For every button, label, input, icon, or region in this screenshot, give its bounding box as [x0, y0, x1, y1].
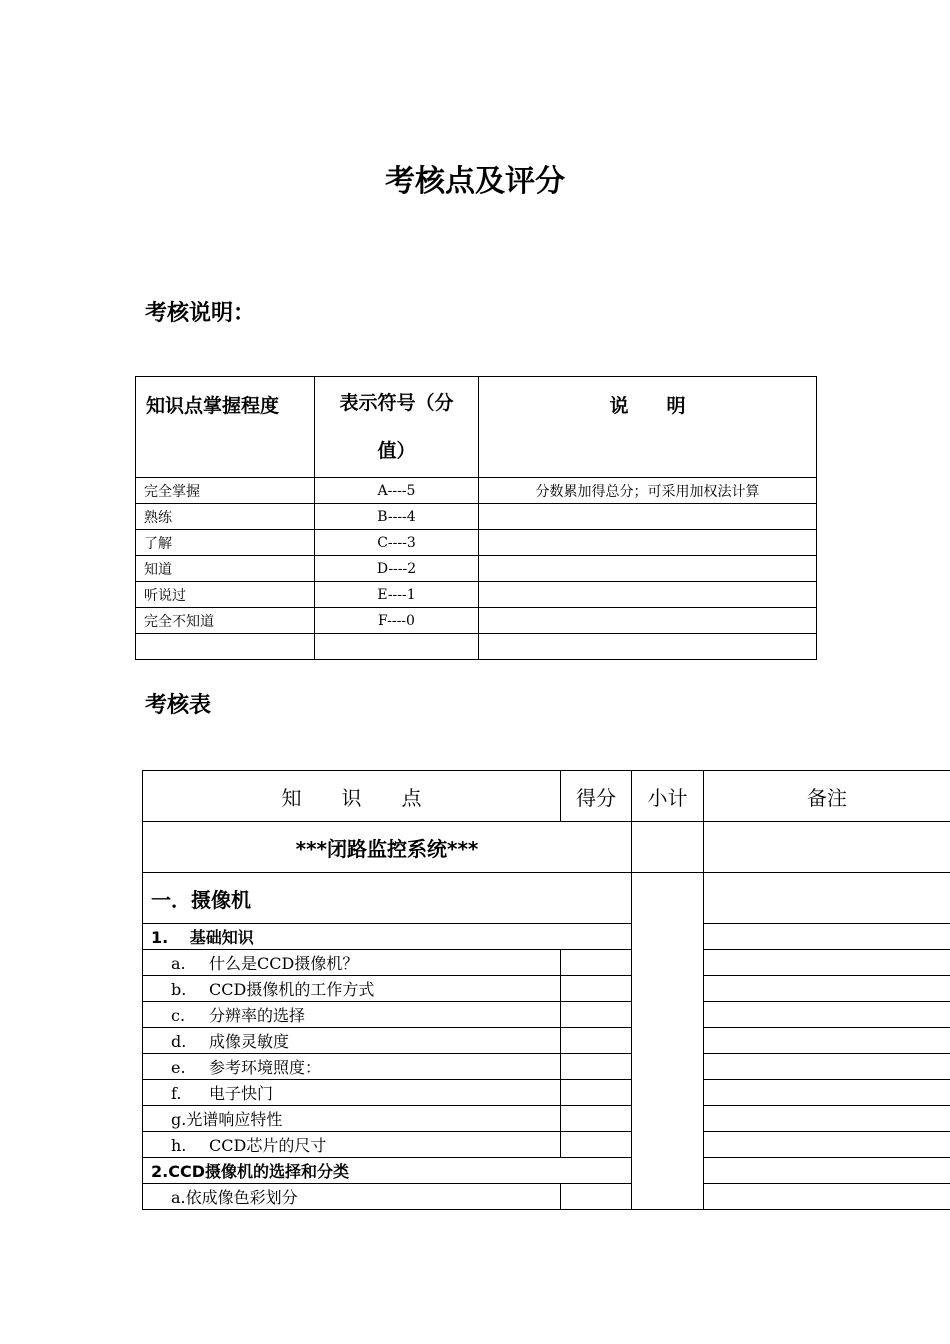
legend-symbol: D----2: [315, 556, 479, 582]
item-row: [143, 1002, 950, 1028]
legend-note: [479, 582, 817, 608]
legend-symbol: C----3: [315, 530, 479, 556]
item-row: [143, 1106, 950, 1132]
item-text: b. CCD摄像机的工作方式: [143, 976, 561, 1002]
remark-cell[interactable]: [704, 1184, 950, 1210]
legend-note: [479, 634, 817, 660]
remark-cell[interactable]: [704, 822, 950, 873]
system-row: [143, 822, 950, 873]
remark-cell[interactable]: [704, 1028, 950, 1054]
remark-cell[interactable]: [704, 976, 950, 1002]
assess-section-heading: 考核表: [145, 693, 212, 718]
remark-cell[interactable]: [704, 1054, 950, 1080]
legend-header-symbol: 表示符号（分 值）: [315, 377, 479, 478]
remark-cell[interactable]: [704, 924, 950, 950]
legend-row: [136, 504, 817, 530]
item-row: [143, 950, 950, 976]
category-subtotal-cell[interactable]: [632, 873, 704, 1210]
remark-cell[interactable]: [704, 1002, 950, 1028]
legend-note: [479, 608, 817, 634]
legend-note: [479, 504, 817, 530]
remark-cell[interactable]: [704, 873, 950, 924]
subsection-title: 2.CCD摄像机的选择和分类: [143, 1158, 632, 1184]
legend-level: 了解: [136, 530, 315, 556]
score-cell[interactable]: [561, 950, 632, 976]
header-remark: 备注: [704, 771, 950, 822]
category-name: 一．摄像机: [143, 873, 632, 924]
remark-cell[interactable]: [704, 1132, 950, 1158]
remark-cell[interactable]: [704, 1158, 950, 1184]
score-cell[interactable]: [561, 1184, 632, 1210]
legend-row: [136, 530, 817, 556]
item-row: [143, 1080, 950, 1106]
category-row: [143, 873, 950, 924]
item-text: a.依成像色彩划分: [143, 1184, 561, 1210]
page-title: 考核点及评分: [385, 164, 565, 199]
score-cell[interactable]: [561, 1028, 632, 1054]
item-row: [143, 1028, 950, 1054]
score-cell[interactable]: [561, 1080, 632, 1106]
legend-note: [479, 556, 817, 582]
subsection-row: [143, 1158, 950, 1184]
legend-symbol: A----5: [315, 478, 479, 504]
legend-header-note: 说 明: [479, 377, 817, 478]
legend-symbol: B----4: [315, 504, 479, 530]
legend-symbol: E----1: [315, 582, 479, 608]
system-name: ***闭路监控系统***: [143, 822, 632, 873]
assess-header-row: [143, 771, 950, 822]
item-text: g.光谱响应特性: [143, 1106, 561, 1132]
legend-header-row: [136, 377, 817, 478]
legend-row: [136, 582, 817, 608]
legend-row: [136, 634, 817, 660]
header-knowledge: 知 识 点: [143, 771, 561, 822]
legend-level: 听说过: [136, 582, 315, 608]
remark-cell[interactable]: [704, 1080, 950, 1106]
header-subtotal: 小计: [632, 771, 704, 822]
remark-cell[interactable]: [704, 950, 950, 976]
legend-level: 知道: [136, 556, 315, 582]
assessment-table: [142, 770, 950, 1210]
legend-table: [135, 376, 817, 660]
item-row: [143, 1132, 950, 1158]
score-cell[interactable]: [561, 1054, 632, 1080]
legend-row: [136, 556, 817, 582]
legend-symbol: F----0: [315, 608, 479, 634]
subsection-title: 1. 基础知识: [143, 924, 632, 950]
legend-row: [136, 478, 817, 504]
item-text: c. 分辨率的选择: [143, 1002, 561, 1028]
item-row: [143, 1184, 950, 1210]
legend-note: [479, 530, 817, 556]
score-cell[interactable]: [561, 976, 632, 1002]
item-row: [143, 976, 950, 1002]
header-score: 得分: [561, 771, 632, 822]
legend-level: [136, 634, 315, 660]
item-text: d. 成像灵敏度: [143, 1028, 561, 1054]
legend-level: 完全掌握: [136, 478, 315, 504]
subtotal-cell[interactable]: [632, 822, 704, 873]
legend-note: 分数累加得总分；可采用加权法计算: [479, 478, 817, 504]
score-cell[interactable]: [561, 1002, 632, 1028]
legend-level: 熟练: [136, 504, 315, 530]
item-row: [143, 1054, 950, 1080]
score-cell[interactable]: [561, 1106, 632, 1132]
legend-header-level: 知识点掌握程度: [136, 377, 315, 478]
item-text: e. 参考环境照度：: [143, 1054, 561, 1080]
item-text: a. 什么是CCD摄像机？: [143, 950, 561, 976]
legend-symbol: [315, 634, 479, 660]
subsection-row: [143, 924, 950, 950]
legend-row: [136, 608, 817, 634]
score-cell[interactable]: [561, 1132, 632, 1158]
legend-level: 完全不知道: [136, 608, 315, 634]
item-text: f. 电子快门: [143, 1080, 561, 1106]
legend-section-heading: 考核说明：: [145, 301, 256, 326]
item-text: h. CCD芯片的尺寸: [143, 1132, 561, 1158]
remark-cell[interactable]: [704, 1106, 950, 1132]
